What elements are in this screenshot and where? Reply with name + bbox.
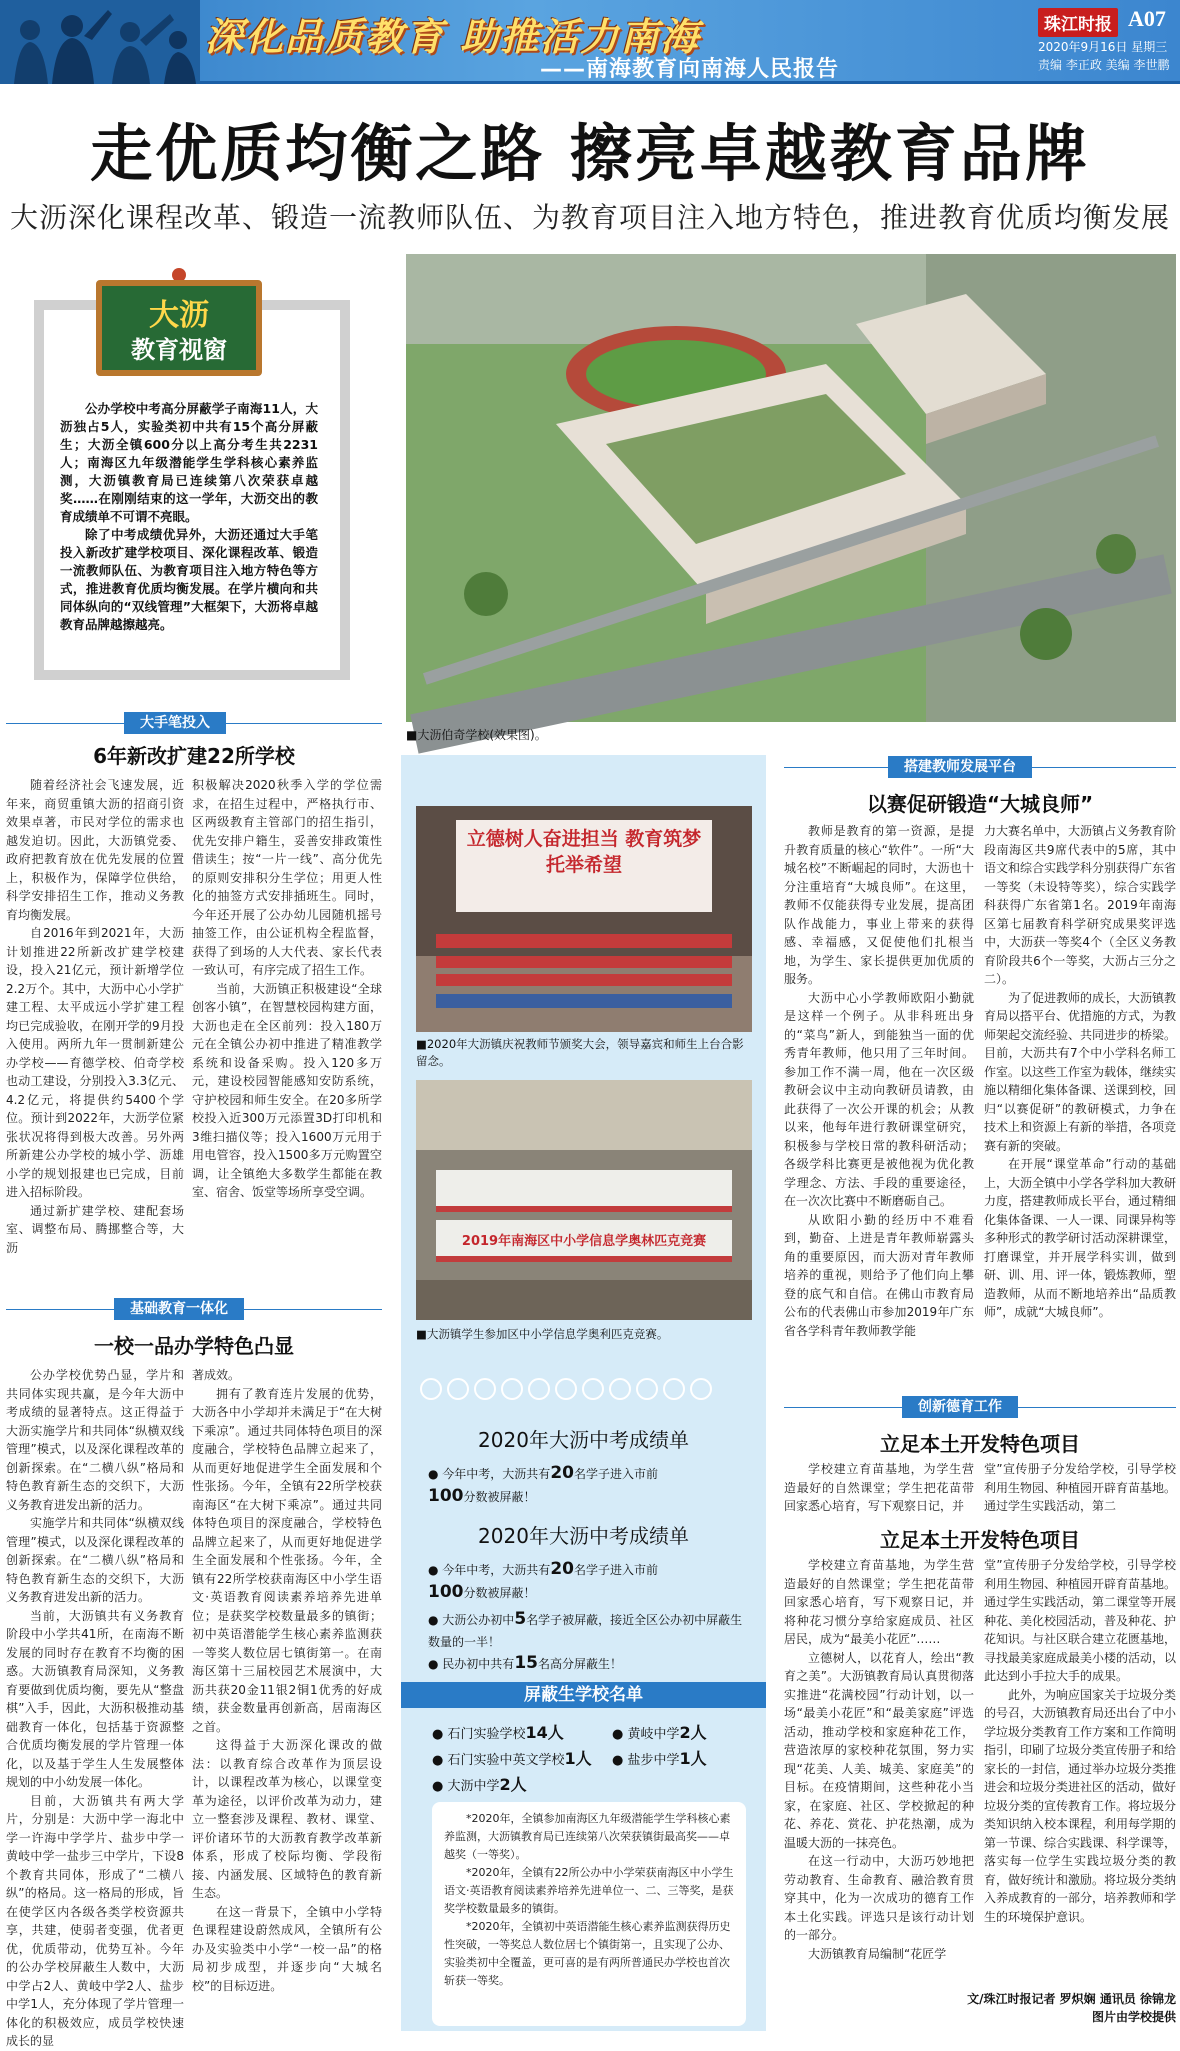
- section2-tag: 基础教育一体化: [114, 1298, 244, 1320]
- school-count: 1人: [564, 1749, 592, 1768]
- section1-title: 6年新改扩建22所学校: [93, 744, 295, 768]
- bullet-text: 今年中考，大沥共有: [442, 1563, 551, 1577]
- section3-col-right: [984, 822, 1176, 1322]
- ring-icon: [582, 1378, 604, 1400]
- olympiad-photo: [416, 1080, 752, 1320]
- bullet-number: 20: [550, 1463, 574, 1483]
- section4-title-repeat: 立足本土开发特色项目: [880, 1528, 1080, 1552]
- paragraph: 从欧阳小勤的经历中不难看到，勤奋、上进是青年教师崭露头角的重要原因，而大沥对青年教师培养的重视，则给予了他们向上攀登的底气和自信。在佛山市教育局公布的代表佛山市参加2019年广东省各学科青年教师教学能: [784, 1212, 974, 1338]
- headline: 走优质均衡之路 擦亮卓越教育品牌: [90, 117, 1090, 190]
- exam-results-title: 2020年大沥中考成绩单: [478, 1428, 689, 1452]
- bullet-text: 名学子进入市前: [573, 1467, 658, 1481]
- section3-tag: 搭建教师发展平台: [888, 756, 1032, 778]
- bullet-text: 名学子被屏蔽，接近全区公办初中屏蔽生数量的一半！: [428, 1613, 743, 1649]
- paragraph: 大沥镇教育局编制“花匠学: [808, 1946, 947, 1961]
- paper-name: 珠江时报: [1038, 8, 1118, 37]
- section4-top-right: 堂”宣传册子分发给学校，引导学校利用生物园、种植园开辟育苗基地。通过学生实践活动，第二: [984, 1462, 1177, 1513]
- masthead-slogan: 深化品质教育 助推活力南海: [205, 15, 701, 59]
- masthead-subtitle: ——南海教育向南海人民报告: [540, 57, 840, 82]
- column-badge-line1: 大沥: [149, 298, 209, 333]
- bullet-text: 名学子进入市前: [573, 1563, 658, 1577]
- paragraph: 当前，大沥镇正积极建设“全球创客小镇”，在智慧校园构建方面，大沥也走在全区前列：投入180万元在全镇公办初中推进了精准教学系统和设备采购。投入120多万元，建设校园智能感知安防系统，守护校园和师生安全。在20多所学校投入近300万元添置3D打印机和3维扫描仪等；投入1600万元用于用电管容，投入1500多万元购置空调，让全镇绝大多数学生都能在教室、宿舍、饭堂等场所享受空调。: [192, 981, 382, 1199]
- school-rendering-art: [406, 254, 1176, 722]
- section4-tag: 创新德育工作: [902, 1396, 1018, 1418]
- olympiad-banner: 2019年南海区中小学信息学奥林匹克竞赛: [461, 1234, 707, 1249]
- paragraph: 教师是教育的第一资源，是提升教育质量的核心“软件”。一所“大城名校”不断崛起的同时，大沥也十分注重培育“大城良师”。在这里，教师不仅能获得专业发展，提高团队作战能力，事业上带来的获得感、幸福感，又促使他们扎根当地，为学生、家长提供更加优质的服务。: [784, 824, 974, 986]
- paragraph: 大沥中心小学教师欧阳小勤就是这样一个例子。从非科班出身的“菜鸟”新人，到能独当一面的优秀青年教师，他只用了三年时间。参加工作不满一周，他在一次区级教研会议中主动向教研员请教，由此获得了一次公开课的机会；从教以来，他每年进行教研课堂研究，积极参与学校日常的教科研活动；各级学科比赛更是被他视为优化教学理念、方法、手段的重要途径，在一次次比赛中不断磨砺自己。: [784, 990, 974, 1208]
- ring-icon: [474, 1378, 496, 1400]
- section2-col-left: [6, 1366, 184, 2051]
- paragraph: 堂”宣传册子分发给学校，引导学校利用生物园、种植园开辟育苗基地。通过学生实践活动，第二课堂等开展种花、美化校园活动，普及种花、护花知识。与社区联合建立花匮基地，寻找最美家庭成最美小楼的活动，以此达到小手拉大手的成果。: [984, 1558, 1177, 1683]
- exam-bullet: ● 大沥公办初中5名学子被屏蔽，接近全区公办初中屏蔽生数量的一半！: [428, 1609, 743, 1649]
- intro-paragraph: 公办学校中考高分屏蔽学子南海11人，大沥独占5人，实验类初中共有15个高分屏蔽生；大沥全镇600分以上高分考生共2231人；南海区九年级潜能学生学科核心素养监测，大沥镇教育局已连续第八次荣获卓越奖……在刚刚结束的这一学年，大沥交出的教育成绩单不可谓不亮眼。: [60, 401, 318, 524]
- school-item: ● 盐步中学1人: [612, 1749, 707, 1768]
- paragraph: 力大赛名单中，大沥镇占义务教育阶段南海区共9席代表中的5席，其中语文和综合实践学科分别获得广东省一等奖（未设特等奖），综合实践学科获得广东省第1名。2019年南海区第七届教育科学研究成果奖评选中，大沥获一等奖4个（全区义务教育阶段共6个一等奖，大沥占三分之二）。: [984, 824, 1177, 986]
- subheadline: 大沥深化课程改革、锻造一流教师队伍、为教育项目注入地方特色，推进教育优质均衡发展: [9, 201, 1170, 234]
- bullet-number: 100: [428, 1582, 464, 1602]
- exam-bullet: ● 民办初中共有15名高分屏蔽生！: [428, 1653, 622, 1673]
- bullet-number: 15: [514, 1653, 538, 1673]
- school-name: 黄岐中学: [627, 1727, 680, 1742]
- ring-icon: [501, 1378, 523, 1400]
- olympiad-caption: ■大沥镇学生参加区中小学信息学奥利匹克竞赛。: [416, 1327, 669, 1341]
- bullet-text: 分数被屏蔽！: [463, 1490, 536, 1504]
- section3-label: [784, 756, 1176, 778]
- bullet-text: 分数被屏蔽！: [463, 1586, 536, 1600]
- bullet-text: 大沥公办初中: [442, 1613, 515, 1627]
- section2-label: [6, 1298, 382, 1320]
- paragraph: 自2016年到2021年，大沥计划推进22所新改扩建学校建设，投入21亿元，预计新增学位2.2万个。其中，大沥中心小学扩建工程、太平成远小学扩建工程均已完成验收，在刚开学的9月投入使用。两所九年一贯制新建公办学校——育德学校、伯奇学校也动工建设，分别投入3.3亿元、4.2亿元，将提供约5400个学位。预计到2022年，大沥学位紧张状况将得到极大改善。另外两所新建公办学校的城小学、沥雄小学的规划报建也已完成，目前进入招标阶段。: [6, 926, 184, 1199]
- column-badge: [84, 268, 274, 378]
- teachers-day-photo: [416, 806, 752, 1032]
- olympiad-photo-art: [416, 1080, 752, 1320]
- ring-icon: [663, 1378, 685, 1400]
- exam-bullet: ● 今年中考，大沥共有20名学子进入市前 100分数被屏蔽！: [428, 1463, 658, 1506]
- paragraph: 当前，大沥镇共有义务教育阶段中小学共41所，在南海不断发展的同时存在教育不均衡的困惑。大沥镇教育局深知，义务教育要做到优质均衡，要先从“整盘棋”入手，因此，大沥积极推动基础教育一体化，包括基于资源整合优质均衡发展的学片管理一体化，以及基于学生人生发展整体规划的中小幼发展一体化。: [6, 1608, 184, 1789]
- bullet-number: 20: [550, 1559, 574, 1579]
- paragraph: 著成效。: [192, 1368, 241, 1382]
- achievements-note: [432, 1802, 746, 2026]
- byline-photo-credit: 图片由学校提供: [1091, 2010, 1176, 2024]
- teachers-day-banner: 立德树人奋进担当 教育筑梦托举希望: [466, 828, 702, 876]
- school-name: 大沥中学: [447, 1779, 500, 1794]
- ring-icon: [609, 1378, 631, 1400]
- section3-title: 以赛促研锻造“大城良师”: [866, 792, 1094, 816]
- byline-authors: 文/珠江时报记者 罗炽娴 通讯员 徐锦龙: [967, 1992, 1176, 2006]
- ring-icon: [555, 1378, 577, 1400]
- school-name: 盐步中学: [627, 1753, 680, 1768]
- section1-col-left: [6, 776, 184, 1257]
- school-list-header: 屏蔽生学校名单: [401, 1682, 766, 1708]
- school-rendering-image: [406, 254, 1176, 722]
- section3-col-left: [784, 822, 974, 1340]
- section4-col-left: [784, 1556, 974, 1963]
- paragraph: 公办学校优势凸显，学片和共同体实现共赢，是今年大沥中考成绩的显著特点。这正得益于大沥实施学片和共同体“纵横双线管理”模式，以及深化课程改革的创新探索。在“二横八纵”格局和特色教育新生态的交织下，大沥义务教育进发出新的活力。: [6, 1368, 184, 1512]
- students-silhouette-icon: [0, 0, 200, 84]
- school-name: 石门实验学校: [447, 1727, 526, 1742]
- school-item: ● 大沥中学2人: [432, 1775, 527, 1794]
- school-count: 2人: [499, 1775, 527, 1794]
- school-item: ● 黄岐中学2人: [612, 1723, 707, 1742]
- masthead: [0, 0, 1180, 84]
- ring-icon: [528, 1378, 550, 1400]
- exam-bullet: ● 今年中考，大沥共有20名学子进入市前 100分数被屏蔽！: [428, 1559, 658, 1602]
- teachers-day-caption: ■2020年大沥镇庆祝教师节颁奖大会，领导嘉宾和师生上台合影留念。: [416, 1037, 744, 1068]
- note-paragraph: *2020年，全镇有22所公办中小学荣获南海区中小学生语文·英语教育阅读素养培养先进单位一、二、三等奖，是获奖学校数量最多的镇街。: [444, 1866, 734, 1915]
- bullet-number: 5: [514, 1609, 527, 1629]
- paragraph: 在这一背景下，全镇中小学特色课程建设蔚然成风，全镇所有公办及实验类中小学“一校一品”的格局初步成型，并逐步向“大城名校”的目标迈进。: [192, 1904, 382, 1993]
- section4-top-left: 学校建立育苗基地，为学生营造最好的自然课堂；学生把花苗带回家悉心培育，写下观察日记，并: [784, 1462, 974, 1513]
- decorative-rings: [420, 1378, 750, 1408]
- bullet-number: 100: [428, 1486, 464, 1506]
- paragraph: 目前，大沥镇共有两大学片，分别是：大沥中学一海北中学一许海中学学片、盐步中学一黄岐中学一盐步三中学片，下设8个教育共同体，形成了“二横八纵”的格局。这一格局的形成，旨在使学区内各级各类学校资源共享，共建，使弱者变强，优者更优，优质带动，优势互补。今年的公办学校屏蔽生人数中，大沥中学占2人、黄岐中学2人、盐步中学1人，充分体现了学片管理一体化的积极效应，成员学校快速成长的显: [6, 1793, 184, 2048]
- section4-label: [784, 1396, 1176, 1418]
- ring-icon: [690, 1378, 712, 1400]
- paragraph: 学校建立育苗基地，为学生营造最好的自然课堂；学生把花苗带回家悉心培育，写下观察日记，并将种花习惯分享给家庭成员、社区居民，成为“最美小花匠”……: [784, 1558, 974, 1646]
- section2-col-right: [192, 1366, 382, 1995]
- paragraph: 为了促进教师的成长，大沥镇教育局以搭平台、优措施的方式，为教师架起交流经验、共同进步的桥梁。目前，大沥共有7个中小学科名师工作室。以这些工作室为载体，继续实施以精细化集体备课、送课到校，回归“以赛促研”的教研模式，力争在技术上和资源上有新的举措，各项竞赛有新的突破。: [984, 990, 1177, 1153]
- school-name: 石门实验中英文学校: [447, 1753, 565, 1768]
- school-item: ● 石门实验学校14人: [432, 1723, 564, 1742]
- paragraph: 在开展“课堂革命”行动的基础上，大沥全镇中小学各学科加大教研力度，搭建教师成长平台，通过精细化集体备课、一人一课、同课异构等多种形式的教学研讨活动深耕课堂，打磨课堂，并开展学科实训，做到研、训、用、评一体，锻炼教师，塑造教师，从而不断地培养出“品质教师”，成就“大城良师”。: [984, 1157, 1177, 1319]
- section1-col-right: [192, 776, 382, 1202]
- page-number: A07: [1128, 6, 1166, 31]
- paragraph: 这得益于大沥深化课改的做法：以教育综合改革作为顶层设计，以课程改革为核心，以课堂变革为途径，以评价改革为动力，建立一整套涉及课程、教材、课堂、评价诸环节的大沥教育教学改革新体系，形成了校际均衡、学段衔接、内涵发展、区域特色的教育新生态。: [192, 1738, 382, 1900]
- note-paragraph: *2020年，全镇初中英语潜能生核心素养监测获得历史性突破，一等奖总人数位居七个镇街第一，且实现了公办、实验类初中全覆盖，更可喜的是有两所普通民办学校也首次斩获一等奖。: [444, 1920, 731, 1987]
- paragraph: 积极解决2020秋季入学的学位需求，在招生过程中，严格执行市、区两级教育主管部门的招生指引，优先安排户籍生，妥善安排政策性借读生；按“一片一线”、高分优先的原则安排积分生学位；用更人性化的抽签方式安排插班生。同时，今年还开展了公办幼儿园随机摇号抽签工作，由公证机构全程监督，获得了到场的人大代表、家长代表一致认可，有序完成了招生工作。: [192, 778, 382, 977]
- column-badge-line2: 教育视窗: [131, 336, 227, 364]
- school-count: 2人: [679, 1723, 707, 1742]
- paragraph: 实施学片和共同体“纵横双线管理”模式，以及深化课程改革的创新探索。在“二横八纵”格局和特色教育新生态的交织下，大沥义务教育进发出新的活力。: [6, 1516, 184, 1604]
- school-count: 14人: [525, 1723, 564, 1742]
- paragraph: 在这一行动中，大沥巧妙地把劳动教育、生命教育、融洽教育贯穿其中，化为一次成功的德育工作本土化实践。评选只是该行动计划的一部分。: [784, 1854, 974, 1942]
- paragraph: 通过新扩建学校、建配套场室、调整布局、腾挪整合等，大沥: [6, 1203, 184, 1255]
- section1-label: [6, 712, 382, 734]
- paragraph: 此外，为响应国家关于垃圾分类的号召，大沥镇教育局还出台了中小学垃圾分类教育工作方案和工作简明指引，印刷了垃圾分类宣传册子和给家长的一封信，通过举办垃圾分类推进会和垃圾分类进社区的活动，做好垃圾分类的宣传教育工作。将垃圾分类知识纳入校本课程，利用每学期的第一节课、综合实践课、科学课等，落实每一位学生实践垃圾分类的教育，做好统计和激励。将垃圾分类纳入养成教育的一部分，培养教师和学生的环境保护意识。: [984, 1687, 1177, 1924]
- section4-col-right: [984, 1556, 1176, 1926]
- intro-text: [60, 400, 318, 634]
- section4-title: 立足本土开发特色项目: [880, 1432, 1080, 1456]
- ring-icon: [447, 1378, 469, 1400]
- byline: [860, 1990, 1176, 2026]
- bullet-text: 名高分屏蔽生！: [537, 1657, 622, 1671]
- section2-title: 一校一品办学特色凸显: [94, 1334, 294, 1358]
- ring-icon: [420, 1378, 442, 1400]
- intro-paragraph: 除了中考成绩优异外，大沥还通过大手笔投入新改扩建学校项目、深化课程改革、锻造一流教师队伍、为教育项目注入地方特色等方式，推进教育优质均衡发展。在学片横向和共同体纵向的“双线管理”大框架下，大沥将卓越教育品牌越擦越亮。: [60, 527, 318, 632]
- issue-date: 2020年9月16日 星期三: [1038, 40, 1168, 54]
- paragraph: 立德树人，以花育人，绘出“教育之美”。大沥镇教育局认真贯彻落实推进“花满校园”行动计划，以一场“最美小花匠”和“最美家庭”评选活动，推动学校和家庭种花工作，营造浓厚的家校种花氛围，努力实现“花美、人美、城美、家庭美”的目标。在疫情期间，这些种花小当家，在家庭、社区、学校掀起的种花、养花、赏花、护花热潮，成为温暖大沥的一抹亮色。: [784, 1650, 974, 1850]
- editors: 责编 李正政 美编 李世鹏: [1038, 58, 1170, 72]
- bullet-text: 今年中考，大沥共有: [442, 1467, 551, 1481]
- school-count: 1人: [679, 1749, 707, 1768]
- paragraph: 随着经济社会飞速发展，近年来，商贸重镇大沥的招商引资效果卓著，市民对学位的需求也越发迫切。因此，大沥镇党委、政府把教育放在优先发展的位置上，积极作为，保障学位供给，科学安排招生工作，推动义务教育均衡发展。: [6, 778, 184, 922]
- bullet-text: 民办初中共有: [442, 1657, 515, 1671]
- ring-icon: [636, 1378, 658, 1400]
- paragraph: 拥有了教育连片发展的优势，大沥各中小学却并未满足于“在大树下乘凉”。通过共同体特色项目的深度融合，学校特色品牌立起来了，从而更好地促进学生全面发展和个性张扬。今年，全镇有22所学校获南海区“在大树下乘凉”。通过共同体特色项目的深度融合，学校特色品牌立起来了，从而更好地促进学生全面发展和个性张扬。今年，全镇有22所学校获南海区中小学生语文·英语教育阅读素养培养先进单位；是获奖学校数量最多的镇街；初中英语潜能学生核心素养监测获一等奖人数位居七镇街第一。在南海区第十三届校园艺术展演中，大沥共获20金11银2铜1优秀的好成绩，获金数量再创新高，居南海区之首。: [192, 1386, 382, 1734]
- exam-results-title-repeat: 2020年大沥中考成绩单: [478, 1524, 689, 1548]
- note-paragraph: *2020年，全镇参加南海区九年级潜能学生学科核心素养监测，大沥镇教育局已连续第八次荣获镇街最高奖——卓越奖（一等奖）。: [444, 1812, 731, 1861]
- section1-tag: 大手笔投入: [124, 712, 226, 734]
- school-item: ● 石门实验中英文学校1人: [432, 1749, 592, 1768]
- hero-caption: ■大沥伯奇学校(效果图)。: [406, 728, 547, 742]
